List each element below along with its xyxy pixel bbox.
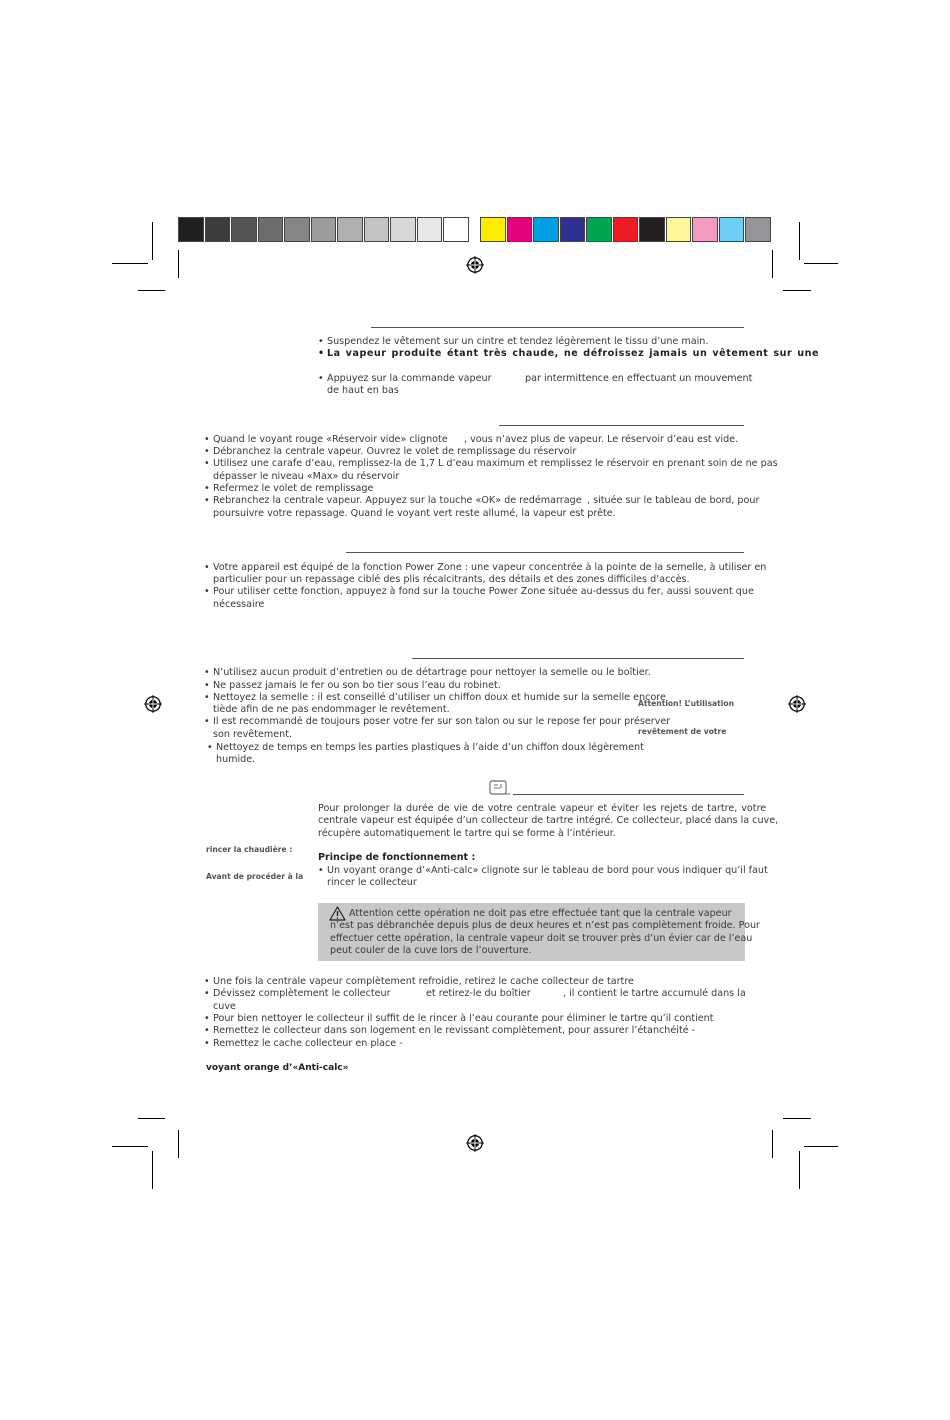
crop-mark xyxy=(152,1151,153,1189)
list-item: • Quand le voyant rouge «Réservoir vide» clignote xyxy=(204,434,448,445)
registration-mark-icon xyxy=(466,256,484,274)
crop-mark xyxy=(783,1118,811,1119)
list-item-continued: de haut en bas xyxy=(327,385,399,396)
color-swatch xyxy=(560,217,586,242)
crop-mark xyxy=(772,250,773,278)
color-swatch xyxy=(284,217,310,242)
crop-mark xyxy=(804,263,838,264)
crop-mark xyxy=(178,1130,179,1158)
color-swatch xyxy=(745,217,771,242)
crop-mark xyxy=(112,1146,148,1147)
crop-mark xyxy=(138,290,165,291)
intro-line: Pour prolonger la durée de vie de votre centrale vapeur et éviter les rejets de tartre, votre xyxy=(318,803,767,814)
color-swatch xyxy=(205,217,231,242)
list-item: • Nettoyez de temps en temps les parties plastiques à l’aide d’un chiffon doux légèrement xyxy=(207,742,644,753)
crop-mark xyxy=(152,222,153,260)
list-item: • Il est recommandé de toujours poser votre fer sur son talon ou sur le repose fer pour préserver xyxy=(204,716,671,727)
warning-line: effectuer cette opération, la centrale vapeur doit se trouver près d’un évier car de l’eau xyxy=(330,933,753,944)
side-note: Avant de procéder à la xyxy=(206,872,304,881)
section-rule xyxy=(412,658,744,659)
step-item-continued: , il contient le tartre accumulé dans la xyxy=(563,988,746,999)
warning-line: Attention cette opération ne doit pas etre effectuée tant que la centrale vapeur xyxy=(349,908,732,919)
color-swatch xyxy=(613,217,639,242)
color-swatch xyxy=(443,217,469,242)
step-item: • Remettez le collecteur dans son logement en le revissant complètement, pour assurer l’étanchéité - xyxy=(204,1025,696,1036)
crop-mark xyxy=(804,1146,838,1147)
intro-line: centrale vapeur est équipée d’un collecteur de tartre intégré. Ce collecteur, placé dans la cuve, xyxy=(318,815,779,826)
color-swatch xyxy=(364,217,390,242)
crop-mark xyxy=(112,263,148,264)
step-item-continued: cuve xyxy=(213,1001,236,1012)
color-swatch xyxy=(666,217,692,242)
list-item: • Un voyant orange d’«Anti-calc» clignote sur le tableau de bord pour vous indiquer qu’il faut xyxy=(318,865,768,876)
side-note: rincer la chaudière : xyxy=(206,845,293,854)
gray-color-bar xyxy=(178,217,470,242)
step-item: • Remettez le cache collecteur en place - xyxy=(204,1038,403,1049)
side-note: revêtement de votre xyxy=(638,727,727,736)
warning-triangle-icon xyxy=(329,906,346,921)
color-swatch xyxy=(178,217,204,242)
list-item: • Ne passez jamais le fer ou son bo tier sous l’eau du robinet. xyxy=(204,680,501,691)
list-item-continued: , située sur le tableau de bord, pour xyxy=(587,495,760,506)
list-item-continued: particulier pour un repassage ciblé des plis récalcitrants, des détails et des zones difficiles d’accès. xyxy=(213,574,690,585)
section-rule xyxy=(513,794,744,795)
registration-mark-icon xyxy=(788,695,806,713)
crop-mark xyxy=(799,222,800,260)
crop-mark xyxy=(783,290,811,291)
color-swatch xyxy=(507,217,533,242)
list-item: • N’utilisez aucun produit d’entretien ou de détartrage pour nettoyer la semelle ou le boîtier. xyxy=(204,667,651,678)
list-item-continued: dépasser le niveau «Max» du réservoir xyxy=(213,471,400,482)
crop-mark xyxy=(178,250,179,278)
warning-line: n’est pas débranchée depuis plus de deux heures et n’est pas complètement froide. Pour xyxy=(330,920,760,931)
color-swatch xyxy=(417,217,443,242)
list-item-continued: par intermittence en effectuant un mouvement xyxy=(525,373,753,384)
section-rule xyxy=(499,425,744,426)
step-item: • Pour bien nettoyer le collecteur il suffit de le rincer à l’eau courante pour éliminer le tartre qu’il contient xyxy=(204,1013,714,1024)
crop-mark xyxy=(772,1130,773,1158)
list-item-continued: poursuivre votre repassage. Quand le voyant vert reste allumé, la vapeur est prête. xyxy=(213,508,616,519)
anticalc-indicator-icon xyxy=(489,780,511,797)
color-swatch xyxy=(337,217,363,242)
list-item-continued: rincer le collecteur xyxy=(327,877,417,888)
step-item: • Dévissez complètement le collecteur xyxy=(204,988,391,999)
list-item: • Nettoyez la semelle : il est conseillé d’utiliser un chiffon doux et humide sur la semelle encore xyxy=(204,692,666,703)
color-swatch xyxy=(533,217,559,242)
crop-mark xyxy=(138,1118,165,1119)
list-item: • Débranchez la centrale vapeur. Ouvrez le volet de remplissage du réservoir xyxy=(204,446,577,457)
side-note: Attention! L’utilisation xyxy=(638,699,734,708)
color-swatch xyxy=(586,217,612,242)
list-item: • Refermez le volet de remplissage xyxy=(204,483,374,494)
list-item-continued: nécessaire xyxy=(213,599,265,610)
list-item: • Utilisez une carafe d’eau, remplissez-la de 1,7 L d’eau maximum et remplissez le réservoir en prenant soin de ne pas xyxy=(204,458,778,469)
crop-mark xyxy=(799,1151,800,1189)
intro-line: récupère automatiquement le tartre qui se forme à l’intérieur. xyxy=(318,828,616,839)
color-swatch xyxy=(480,217,506,242)
color-swatch xyxy=(258,217,284,242)
registration-mark-icon xyxy=(466,1134,484,1152)
registration-mark-icon xyxy=(144,695,162,713)
section-rule xyxy=(371,327,744,328)
list-item: • Rebranchez la centrale vapeur. Appuyez sur la touche «OK» de redémarrage xyxy=(204,495,582,506)
list-item: • Appuyez sur la commande vapeur xyxy=(318,373,492,384)
footer-note: voyant orange d’«Anti-calc» xyxy=(206,1063,349,1073)
list-item: • Votre appareil est équipé de la fonction Power Zone : une vapeur concentrée à la pointe de la semelle, à utiliser en xyxy=(204,562,767,573)
color-swatch xyxy=(311,217,337,242)
color-swatch xyxy=(719,217,745,242)
color-swatch xyxy=(639,217,665,242)
step-item-continued: et retirez-le du boîtier xyxy=(426,988,531,999)
list-item-continued: tiède afin de ne pas endommager le revêtement. xyxy=(213,704,450,715)
step-item: • Une fois la centrale vapeur complètement refroidie, retirez le cache collecteur de tartre xyxy=(204,976,634,987)
color-swatch xyxy=(692,217,718,242)
list-item-continued: son revêtement. xyxy=(213,729,293,740)
color-swatch xyxy=(390,217,416,242)
warning-list-item: • La vapeur produite étant très chaude, ne défroissez jamais un vêtement sur une xyxy=(318,348,820,359)
list-item-continued: humide. xyxy=(216,754,256,765)
principle-heading: Principe de fonctionnement : xyxy=(318,852,476,863)
list-item-continued: , vous n’avez plus de vapeur. Le réservoir d’eau est vide. xyxy=(464,434,739,445)
section-rule xyxy=(346,552,744,553)
warning-line: peut couler de la cuve lors de l’ouverture. xyxy=(330,945,532,956)
process-color-bar xyxy=(480,217,772,242)
list-item: • Suspendez le vêtement sur un cintre et tendez légèrement le tissu d’une main. xyxy=(318,336,709,347)
list-item: • Pour utiliser cette fonction, appuyez à fond sur la touche Power Zone située au-dessus du fer, aussi souvent que xyxy=(204,586,754,597)
color-swatch xyxy=(231,217,257,242)
